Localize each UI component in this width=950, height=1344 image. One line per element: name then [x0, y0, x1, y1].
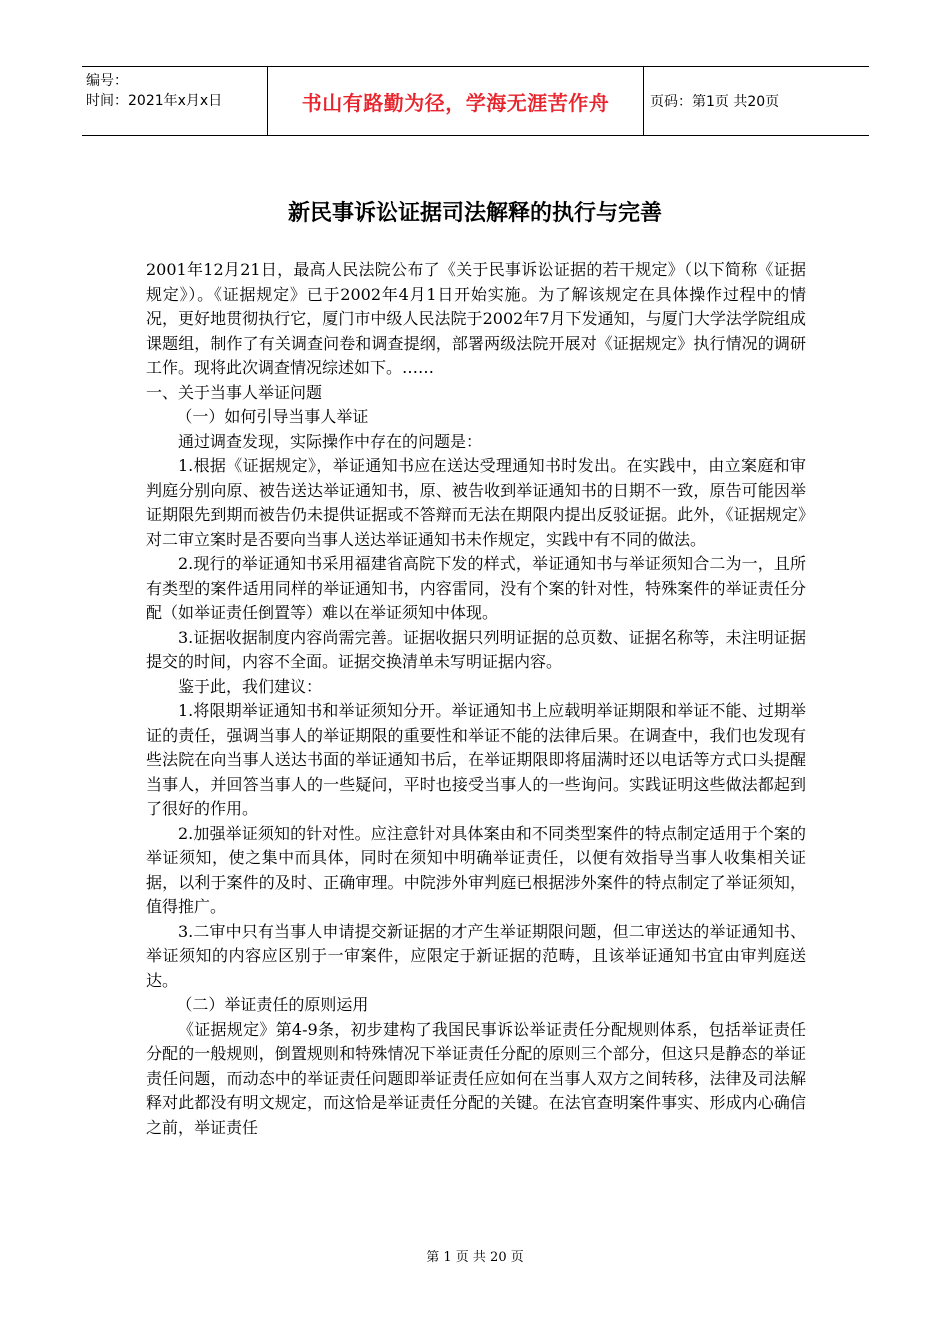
- header-page-info: 页码：第1页 共20页: [650, 94, 780, 110]
- page-footer: 第 1 页 共 20 页: [426, 1250, 524, 1265]
- subsection-heading: （一）如何引导当事人举证: [176, 407, 369, 426]
- intro-paragraph: 2001年12月21日，最高人民法院公布了《关于民事诉讼证据的若干规定》（以下简称《证据规定》）。《证据规定》已于2002年4月1日开始实施。为了解该规定在具体操作过程中的情况，更好地贯彻执行它，厦门市中级人民法院于2002年7月下发通知，与厦门大学法学院组成课题组，制作了有关调查问卷和调查提纲，部署两级法院开展对《证据规定》执行情况的调研工作。现将此次调查情况综述如下。……: [146, 260, 806, 377]
- body-paragraph: 鉴于此，我们建议：: [178, 676, 323, 696]
- body-paragraph: 3.证据收据制度内容尚需完善。证据收据只列明证据的总页数、证据名称等，未注明证据提交的时间，内容不全面。证据交换清单未写明证据内容。: [146, 627, 806, 671]
- serial-number-label: 编号：: [86, 73, 128, 89]
- document-title: 新民事诉讼证据司法解释的执行与完善: [287, 201, 662, 226]
- body-paragraph: 2.现行的举证通知书采用福建省高院下发的样式，举证通知书与举证须知合二为一，且所有类型的案件适用同样的举证通知书，内容雷同，没有个案的针对性，特殊案件的举证责任分配（如举证责任倒置等）难以在举证须知中体现。: [146, 554, 806, 622]
- header-motto: 书山有路勤为径，学海无涯苦作舟: [267, 67, 644, 135]
- body-paragraph: 1.根据《证据规定》，举证通知书应在送达受理通知书时发出。在实践中，由立案庭和审判庭分别向原、被告送达举证通知书，原、被告收到举证通知书的日期不一致，原告可能因举证期限先到期而被告仍未提供证据或不答辩而无法在期限内提出反驳证据。此外，《证据规定》对二审立案时是否要向当事人送达举证通知书未作规定，实践中有不同的做法。: [146, 456, 806, 549]
- time-label: 时间：2021年x月x日: [86, 93, 223, 109]
- header-meta: [82, 67, 267, 135]
- body-paragraph: 2.加强举证须知的针对性。应注意针对具体案由和不同类型案件的特点制定适用于个案的举证须知，使之集中而具体，同时在须知中明确举证责任，以便有效指导当事人收集相关证据，以利于案件的及时、正确审理。中院涉外审判庭已根据涉外案件的特点制定了举证须知，值得推广。: [146, 823, 806, 916]
- body-paragraph: 《证据规定》第4-9条，初步建构了我国民事诉讼举证责任分配规则体系，包括举证责任分配的一般规则，倒置规则和特殊情况下举证责任分配的原则三个部分，但这只是静态的举证责任问题，而动态中的举证责任问题即举证责任应如何在当事人双方之间转移，法律及司法解释对此都没有明文规定，而这恰是举证责任分配的关键。在法官查明案件事实、形成内心确信之前，举证责任: [146, 1019, 806, 1137]
- body-paragraph: 3.二审中只有当事人申请提交新证据的才产生举证期限问题，但二审送达的举证通知书、举证须知的内容应区别于一审案件，应限定于新证据的范畴，且该举证通知书宜由审判庭送达。: [146, 921, 806, 990]
- body-paragraph: 1.将限期举证通知书和举证须知分开。举证通知书上应载明举证期限和举证不能、过期举证的责任，强调当事人的举证期限的重要性和举证不能的法律后果。在调查中，我们也发现有些法院在向当事人送达书面的举证通知书后，在举证期限即将届满时还以电话等方式口头提醒当事人，并回答当事人的一些疑问，平时也接受当事人的一些询问。实践证明这些做法都起到了很好的作用。: [146, 701, 806, 818]
- subsection-heading: （二）举证责任的原则运用: [176, 995, 369, 1014]
- section-heading: 一、关于当事人举证问题: [146, 382, 323, 402]
- document-body: [146, 258, 806, 1140]
- body-paragraph: 通过调查发现，实际操作中存在的问题是：: [178, 431, 483, 451]
- page-header: [82, 66, 869, 136]
